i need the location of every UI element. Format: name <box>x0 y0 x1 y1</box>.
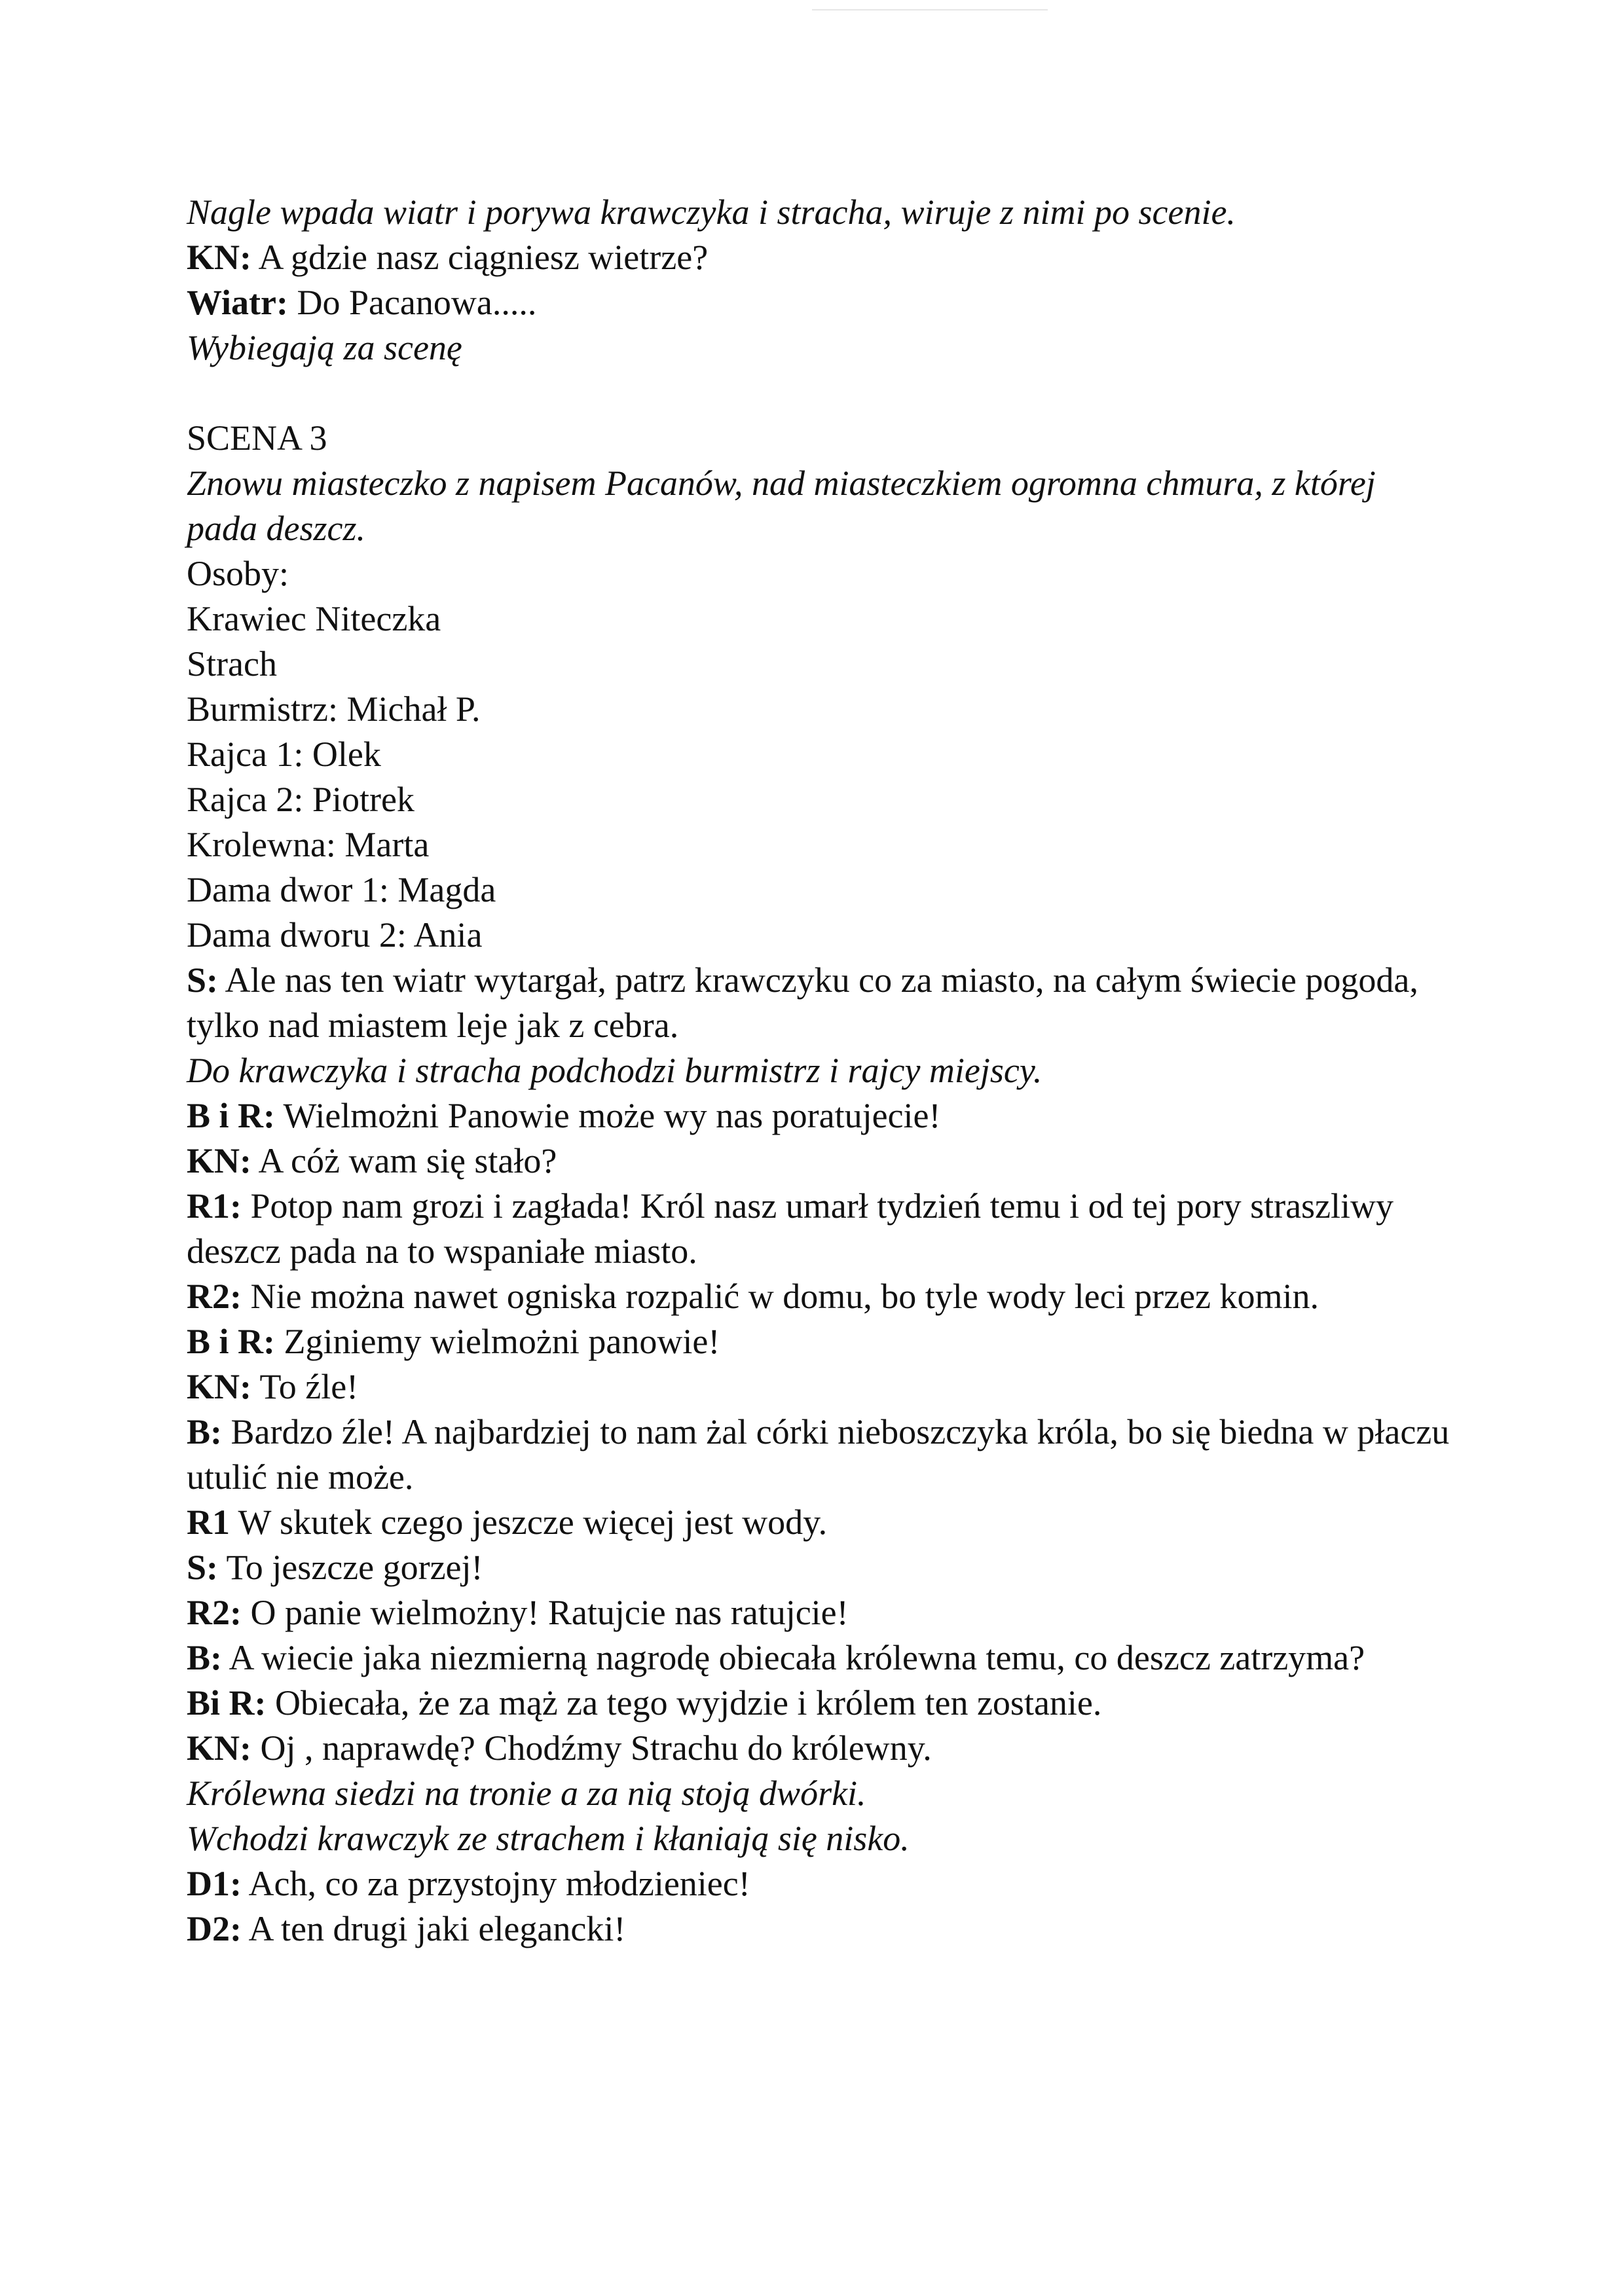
speaker-label: B i R: <box>187 1322 275 1361</box>
stage-direction: Nagle wpada wiatr i porywa krawczyka i stracha, wiruje z nimi po scenie. <box>187 192 1236 232</box>
dialogue-text: To jeszcze gorzej! <box>218 1548 483 1587</box>
dialogue-text: Oj , naprawdę? Chodźmy Strachu do królewny. <box>251 1728 932 1768</box>
cast-item: Rajca 2: Piotrek <box>187 780 415 819</box>
speaker-label: S: <box>187 960 219 1000</box>
dialogue-line <box>187 1681 1470 1726</box>
dialogue-line <box>187 280 1470 325</box>
dialogue-text: Obiecała, że za mąż za tego wyjdzie i królem ten zostanie. <box>266 1683 1102 1722</box>
dialogue-line <box>187 235 1470 280</box>
stage-direction: Królewna siedzi na tronie a za nią stoją dwórki. <box>187 1774 866 1813</box>
cast-item: Strach <box>187 644 277 683</box>
dialogue-text: Ach, co za przystojny młodzieniec! <box>241 1864 750 1903</box>
dialogue-line <box>187 1364 1470 1410</box>
cast-heading: Osoby: <box>187 554 289 593</box>
dialogue-line <box>187 1319 1470 1364</box>
scene-heading: SCENA 3 <box>187 418 327 458</box>
speaker-label: R1: <box>187 1186 242 1226</box>
dialogue-text: Bardzo źle! A najbardziej to nam żal córki nieboszczyka króla, bo się biedna w płaczu utulić nie może. <box>187 1412 1450 1497</box>
cast-item: Burmistrz: Michał P. <box>187 689 481 729</box>
dialogue-line <box>187 1500 1470 1545</box>
dialogue-line <box>187 1274 1470 1319</box>
dialogue-text: To źle! <box>251 1367 359 1406</box>
dialogue-text: O panie wielmożny! Ratujcie nas ratujcie! <box>241 1593 849 1632</box>
speaker-label: R2: <box>187 1593 242 1632</box>
dialogue-line <box>187 1635 1470 1681</box>
dialogue-text: Wielmożni Panowie może wy nas poratujecie! <box>275 1096 941 1135</box>
dialogue-text: A wiecie jaka niezmierną nagrodę obiecała królewna temu, co deszcz zatrzyma? <box>222 1638 1365 1677</box>
speaker-label: D1: <box>187 1864 242 1903</box>
speaker-label: KN: <box>187 1141 251 1180</box>
cast-item: Dama dworu 2: Ania <box>187 915 483 955</box>
cast-item: Krolewna: Marta <box>187 825 430 864</box>
speaker-label: KN: <box>187 238 251 277</box>
speaker-label: R1 <box>187 1503 230 1542</box>
dialogue-line <box>187 1184 1470 1274</box>
speaker-label: KN: <box>187 1728 251 1768</box>
cast-item: Rajca 1: Olek <box>187 735 381 774</box>
speaker-label: KN: <box>187 1367 251 1406</box>
dialogue-text: Do Pacanowa..... <box>287 283 537 322</box>
speaker-label: B i R: <box>187 1096 275 1135</box>
script-text <box>187 190 1470 1952</box>
stage-direction: Do krawczyka i stracha podchodzi burmistrz i rajcy miejscy. <box>187 1051 1043 1090</box>
dialogue-line <box>187 958 1470 1048</box>
stage-direction: Wchodzi krawczyk ze strachem i kłaniają się nisko. <box>187 1819 910 1858</box>
dialogue-line <box>187 1726 1470 1771</box>
dialogue-text: A gdzie nasz ciągniesz wietrze? <box>251 238 709 277</box>
dialogue-block <box>187 958 1470 1952</box>
dialogue-line <box>187 1545 1470 1590</box>
cast-item: Dama dwor 1: Magda <box>187 870 496 909</box>
dialogue-line <box>187 1861 1470 1906</box>
cast-list <box>187 596 1470 958</box>
speaker-label: B: <box>187 1638 222 1677</box>
dialogue-line <box>187 1590 1470 1635</box>
dialogue-line <box>187 1906 1470 1952</box>
dialogue-text: Zginiemy wielmożni panowie! <box>275 1322 720 1361</box>
dialogue-text: W skutek czego jeszcze więcej jest wody. <box>230 1503 828 1542</box>
dialogue-text: Nie można nawet ogniska rozpalić w domu, bo tyle wody leci przez komin. <box>241 1277 1320 1316</box>
scene-setting: Znowu miasteczko z napisem Pacanów, nad miasteczkiem ogromna chmura, z której pada deszcz. <box>187 464 1376 548</box>
dialogue-line <box>187 1093 1470 1139</box>
speaker-label: S: <box>187 1548 219 1587</box>
speaker-label: Wiatr: <box>187 283 288 322</box>
speaker-label: B: <box>187 1412 222 1451</box>
dialogue-text: A cóż wam się stało? <box>251 1141 557 1180</box>
speaker-label: Bi R: <box>187 1683 267 1722</box>
section-gap <box>187 371 1470 416</box>
dialogue-text: Potop nam grozi i zagłada! Król nasz umarł tydzień temu i od tej pory straszliwy deszcz pada na to wspaniałe miasto. <box>187 1186 1394 1271</box>
speaker-label: D2: <box>187 1909 242 1948</box>
dialogue-text: A ten drugi jaki elegancki! <box>241 1909 626 1948</box>
dialogue-line <box>187 1139 1470 1184</box>
speaker-label: R2: <box>187 1277 242 1316</box>
dialogue-text: Ale nas ten wiatr wytargał, patrz krawczyku co za miasto, na całym świecie pogoda, tylko nad miastem leje jak z cebra. <box>187 960 1418 1045</box>
dialogue-line <box>187 1410 1470 1500</box>
cast-item: Krawiec Niteczka <box>187 599 441 638</box>
scan-edge-mark <box>812 9 1048 10</box>
stage-direction: Wybiegają za scenę <box>187 328 462 367</box>
